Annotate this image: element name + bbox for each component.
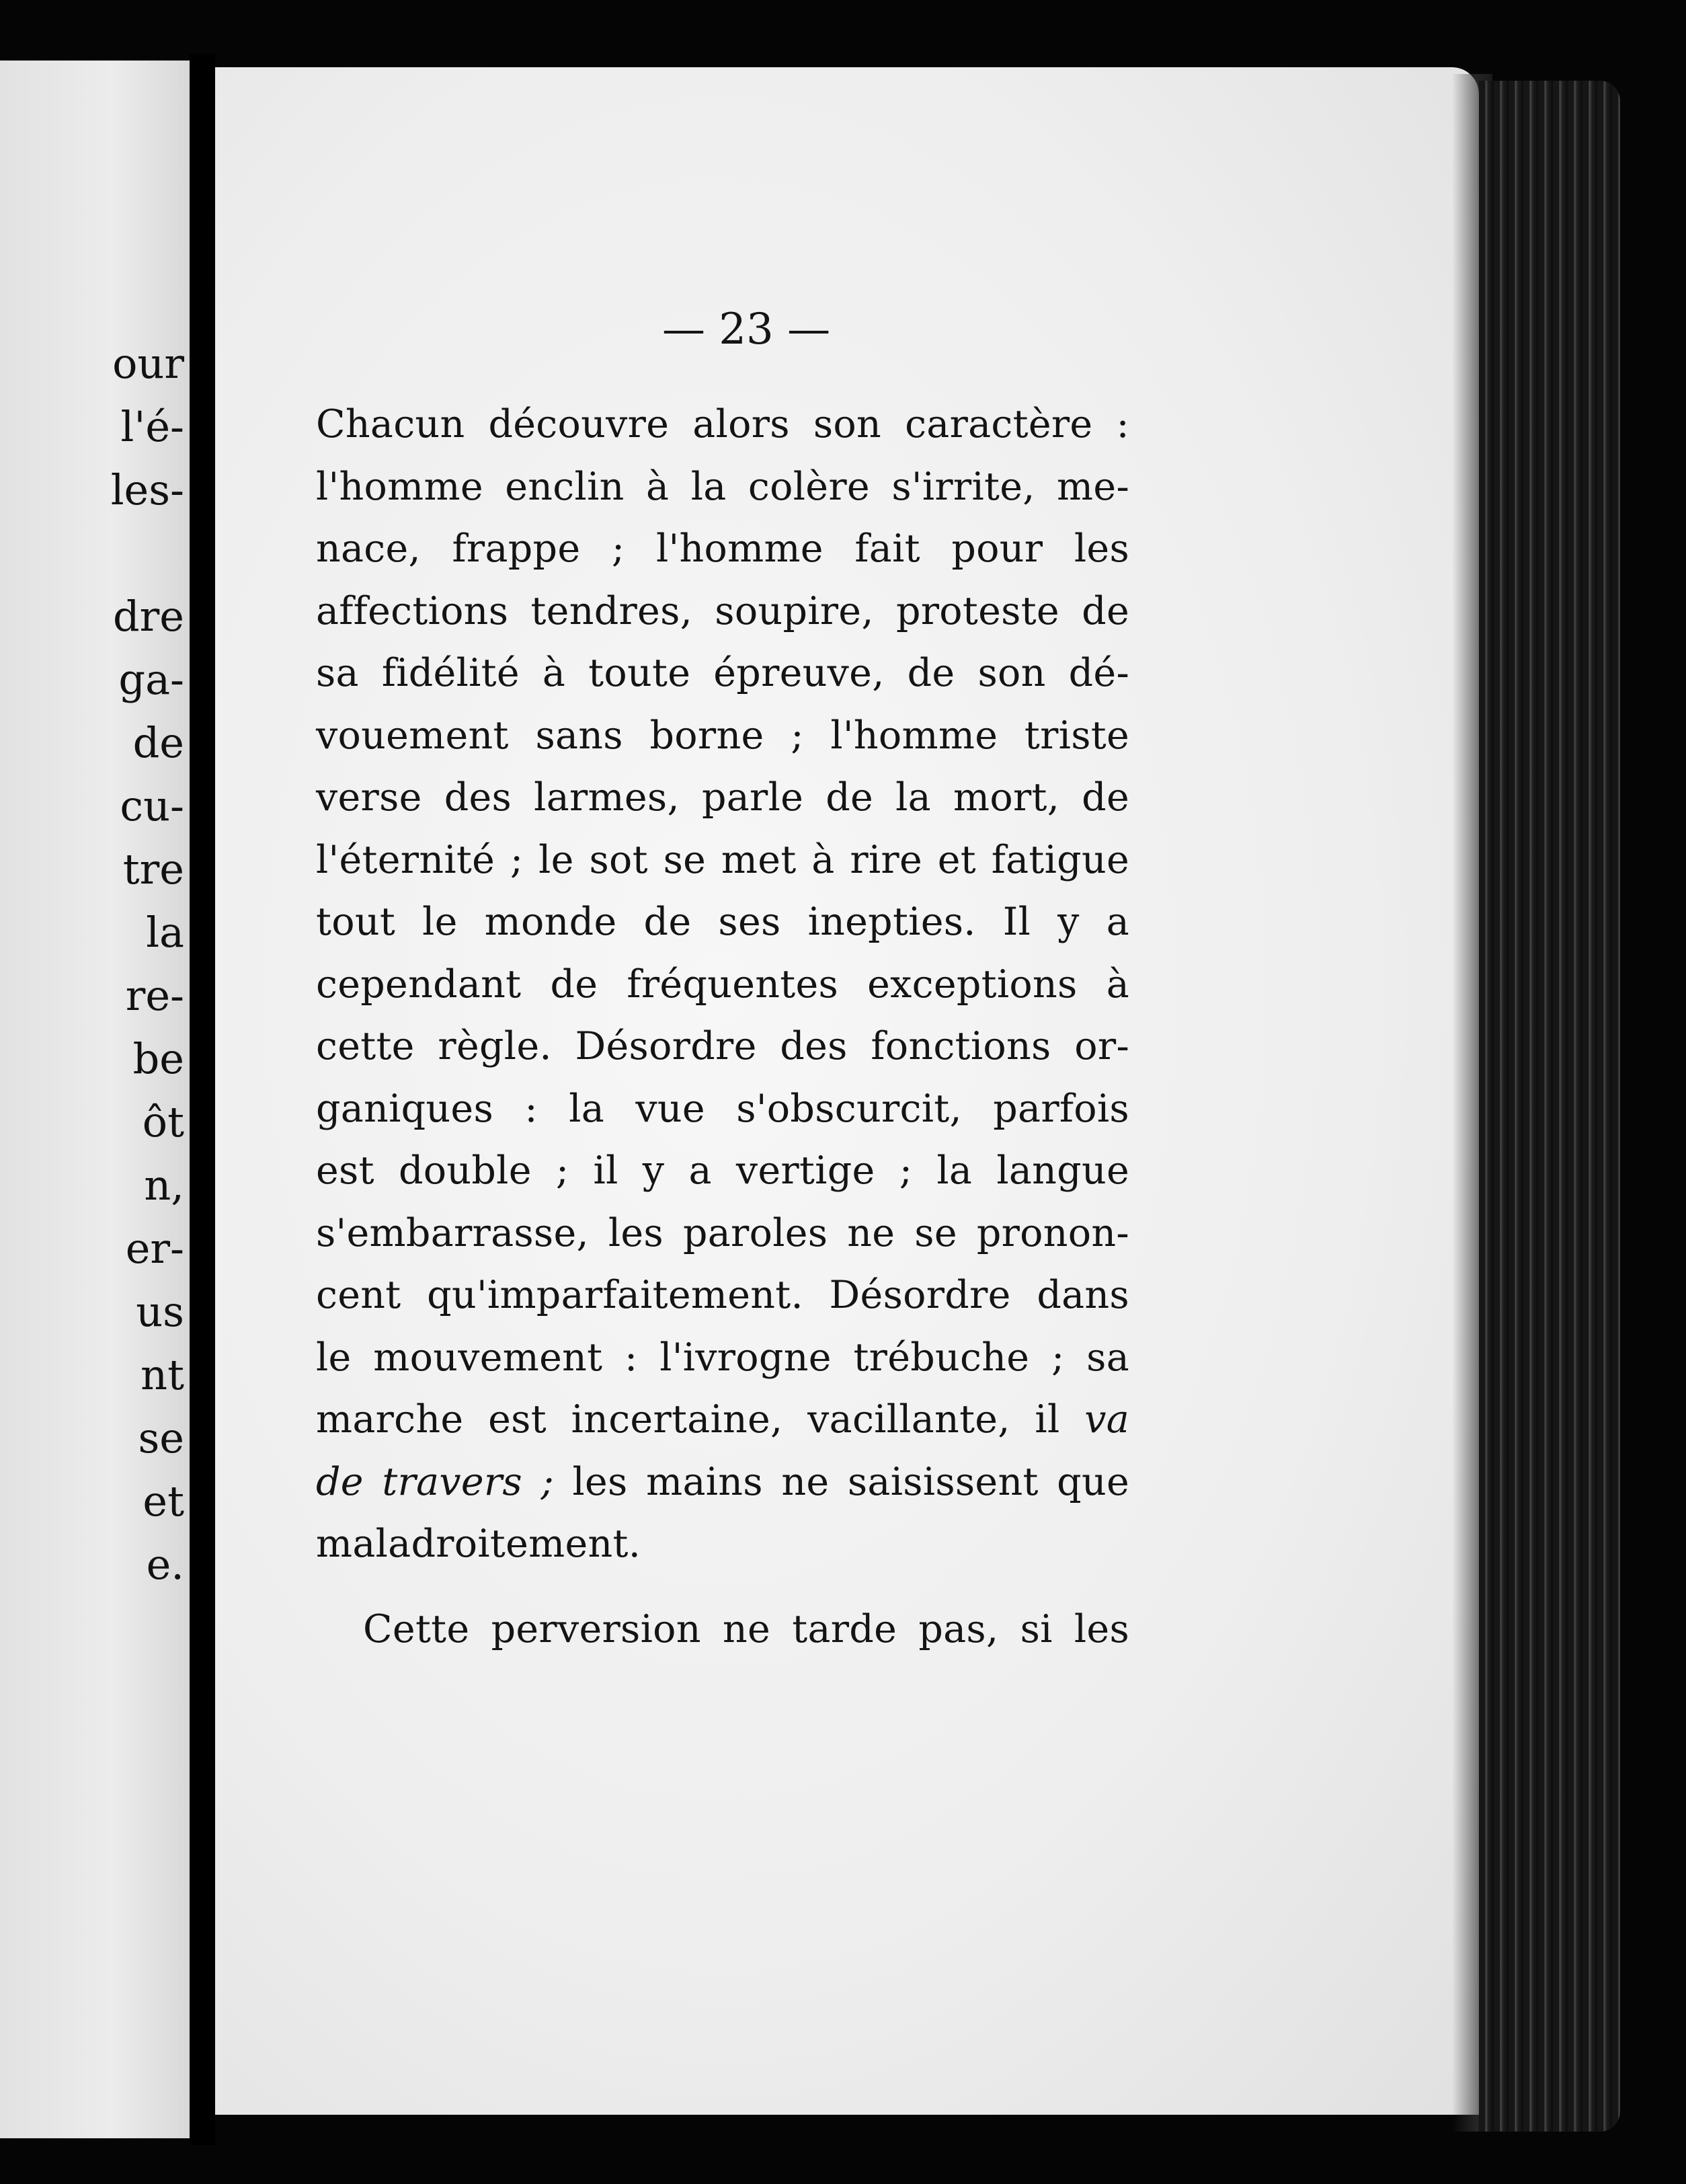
previous-page-text-fragments [0,61,190,2138]
text-line: l'homme enclin à la colère s'irrite, me- [316,464,1129,509]
left-page-fragment: se [138,1413,184,1462]
text-line [316,1389,1129,1451]
text-line: cette règle. Désordre des fonctions or- [316,1024,1129,1068]
text-line: cent qu'imparfaitement. Désordre dans [316,1273,1129,1317]
left-page-fragment: our [112,339,184,388]
left-page-fragment: les- [110,465,184,514]
text-line: l'éternité ; le sot se met à rire et fatigue [316,837,1129,882]
text-line: s'embarrasse, les paroles ne se pronon- [316,1210,1129,1255]
page-number: — 23 — [661,305,831,354]
left-page-fragment: dre [112,592,184,641]
text-line [316,1451,1129,1514]
left-page-fragment: be [132,1034,184,1083]
left-page-fragment: tre [122,845,184,894]
book-gutter [190,54,215,2145]
paragraph [316,1598,1129,1661]
left-page-fragment: et [143,1477,184,1526]
text-line: ganiques : la vue s'obscurcit, parfois [316,1086,1129,1131]
left-page-fragment: la [146,908,184,957]
text-line: affections tendres, soupire, proteste de [316,588,1129,633]
left-page-fragment: ôt [142,1097,184,1146]
left-page-fragment: cu- [120,781,184,830]
page-block-edges [1479,81,1620,2132]
italic-text: de travers ; [316,1459,554,1504]
text-line: sa fidélité à toute épreuve, de son dé- [316,651,1129,695]
text-line: Cette perversion ne tarde pas, si les [363,1606,1129,1651]
page-body-text [316,393,1129,1660]
left-page-fragment: er- [125,1224,184,1273]
text-line: Chacun découvre alors son caractère : [316,402,1129,446]
left-page-fragment: de [132,718,184,767]
left-page-fragment: re- [125,971,184,1020]
left-page-fragment: nt [140,1350,184,1399]
left-page-fragment: e. [146,1540,184,1589]
text-line: cependant de fréquentes exceptions à [316,962,1129,1007]
text-line: est double ; il y a vertige ; la langue [316,1148,1129,1193]
left-page-fragment: ga- [118,655,184,704]
text-line: vouement sans borne ; l'homme triste [316,713,1129,758]
previous-page-edge [0,61,190,2138]
italic-text: va [1084,1397,1129,1442]
text-line: tout le monde de ses inepties. Il y a [316,900,1129,944]
left-page-fragment: n, [144,1161,184,1210]
left-page-fragment: us [136,1287,184,1336]
text-line: verse des larmes, parle de la mort, de [316,775,1129,820]
text-line: le mouvement : l'ivrogne trébuche ; sa [316,1335,1129,1380]
paragraph [316,393,1129,1575]
text-segment: les mains ne saisissent que [554,1459,1129,1504]
text-line: nace, frappe ; l'homme fait pour les [316,526,1129,571]
left-page-fragment: l'é- [120,402,184,451]
text-line: maladroitement. [316,1522,641,1566]
text-segment: marche est incertaine, vacillante, il [316,1397,1085,1442]
